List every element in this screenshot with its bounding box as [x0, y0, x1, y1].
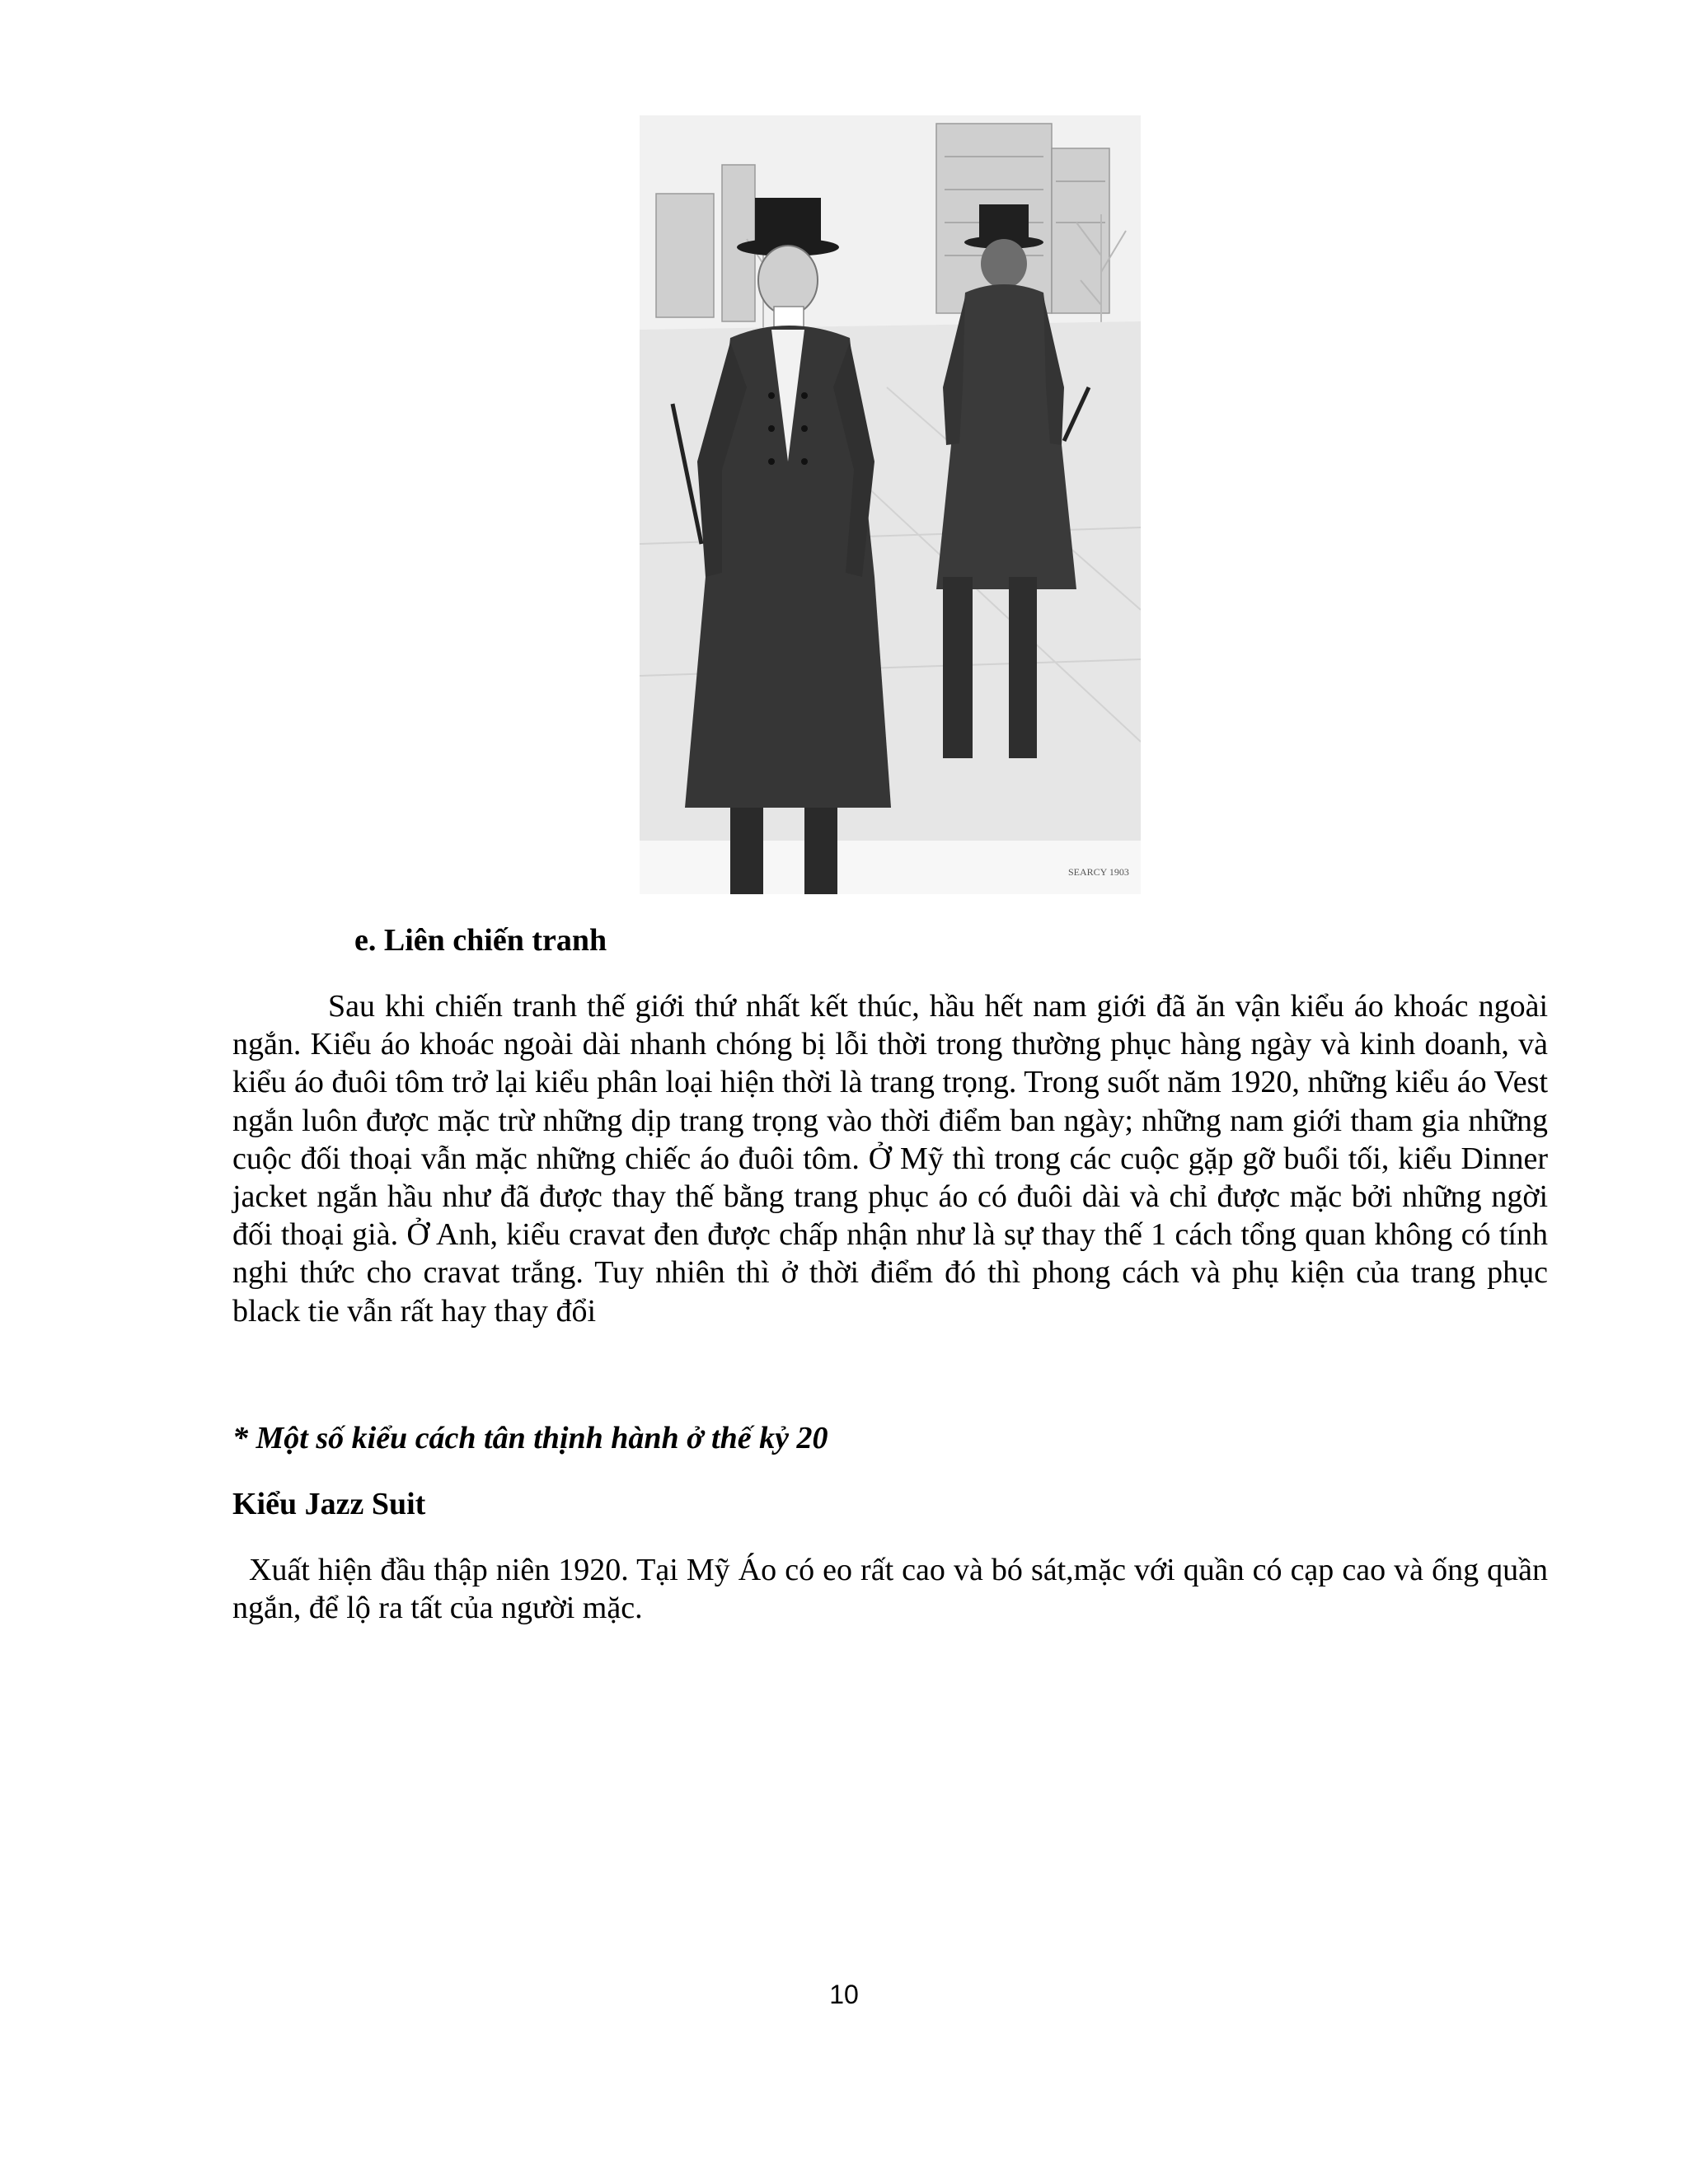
illustration-signature: SEARCY 1903 — [1068, 866, 1129, 878]
body-paragraph-2: Xuất hiện đầu thập niên 1920. Tại Mỹ Áo có eo rất cao và bó sát,mặc với quần có cạp cao và ống quần ngắn, để lộ ra tất của người mặc. — [232, 1553, 1548, 1626]
body-paragraph-1: Sau khi chiến tranh thế giới thứ nhất kết thúc, hầu hết nam giới đã ăn vận kiểu áo khoác ngoài ngắn. Kiểu áo khoác ngoài dài nhanh chóng bị lỗi thời trong thường phục hàng ngày và kinh doanh, và kiểu áo đuôi tôm trở lại kiểu phân loại hiện thời là trang trọng. Trong suốt năm 1920, những kiểu áo Vest ngắn luôn được mặc trừ những dịp trang trọng vào thời điểm ban ngày; những nam giới tham gia những cuộc đối thoại vẫn mặc những chiếc áo đuôi tôm. Ở Mỹ thì trong các cuộc gặp gỡ buổi tối, kiểu Dinner jacket ngắn hầu như đã được thay thế bằng trang phục áo có đuôi dài và chỉ được mặc bởi những ngời đối thoại già. Ở Anh, kiểu cravat đen được chấp nhận như là sự thay thế 1 cách tổng quan không có tính nghi thức cho cravat trắng. Tuy nhiên thì ở thời điểm đó thì phong cách và phụ kiện của trang phục black tie vẫn rất hay thay đổi — [232, 989, 1548, 1329]
italic-subsection-heading: * Một số kiểu cách tân thịnh hành ở thế kỷ 20 — [232, 1421, 828, 1455]
men-in-frock-coats-drawing — [640, 115, 1141, 894]
fashion-illustration — [640, 115, 1141, 894]
page-number: 10 — [829, 1980, 859, 2009]
jazz-suit-heading: Kiểu Jazz Suit — [232, 1487, 426, 1521]
section-heading: e. Liên chiến tranh — [354, 923, 607, 958]
